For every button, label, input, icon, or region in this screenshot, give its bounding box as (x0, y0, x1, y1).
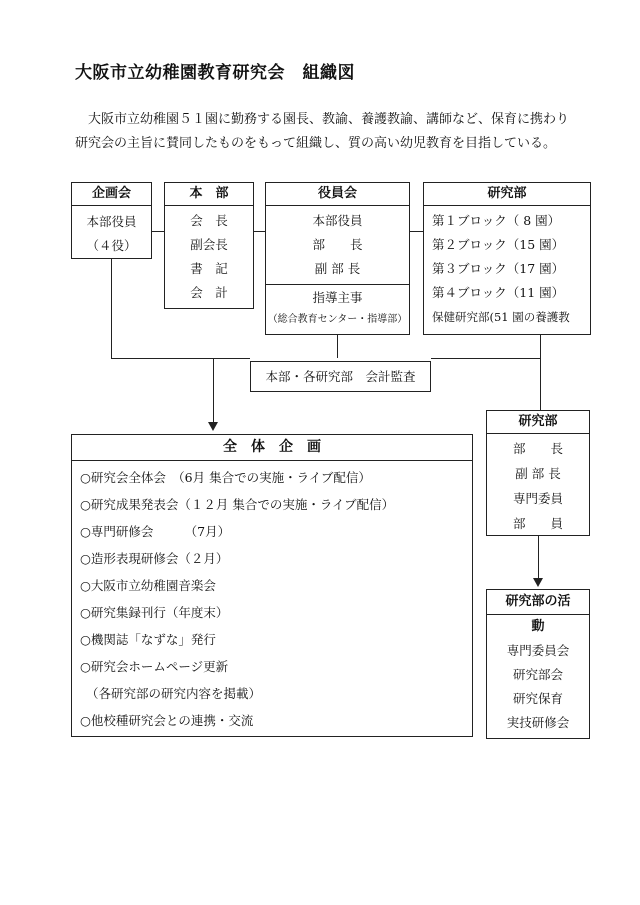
kenkyubu-role: 副 部 長 (515, 466, 561, 481)
connector-bottom-right (431, 358, 541, 359)
katsudo-item: 研究部会 (512, 667, 563, 682)
zentai-box (71, 434, 473, 737)
yakuinkai-line: 副 部 長 (314, 261, 361, 276)
kenkyubu-header: 研究部 (424, 183, 590, 206)
page-title: 大阪市立幼稚園教育研究会 組織図 (75, 63, 355, 83)
zentai-item: （各研究部の研究内容を掲載） (86, 686, 262, 701)
yakuinkai-divider (266, 284, 409, 285)
yakuinkai-sub-title: 指導主事 (312, 290, 363, 305)
zentai-item: ○専門研修会 （7月） (80, 524, 231, 539)
katsudo-item: 実技研修会 (506, 715, 570, 730)
connector-yakuin-down (337, 334, 338, 358)
kikakukai-line: 本部役員 (86, 214, 137, 229)
honbu-line: 書 記 (190, 261, 228, 276)
zentai-header: 全 体 企 画 (72, 435, 472, 461)
honbu-box (164, 182, 254, 309)
zentai-item: ○研究集録刊行（年度末） (80, 605, 229, 620)
kenkyubu-roles-box (486, 410, 590, 536)
zentai-item: ○研究会全体会 （6月 集合での実施・ライブ配信） (80, 470, 371, 485)
arrow-down-icon (208, 422, 218, 431)
kenkyubu-role: 部 長 (512, 441, 563, 456)
kikakukai-header: 企画会 (72, 183, 151, 206)
zentai-item: ○研究成果発表会（１２月 集合での実施・ライブ配信） (80, 497, 395, 512)
zentai-item: ○造形表現研修会（２月） (80, 551, 229, 566)
katsudo-header: 研究部の活 (487, 590, 589, 615)
yakuinkai-line: 本部役員 (312, 213, 363, 228)
connector-yakuin-kenkyu (409, 231, 424, 232)
kenkyubu-block: 保健研究部(51 園の養護教 (432, 310, 570, 324)
kenkyubu-block: 第３ブロック（17 園） (432, 261, 565, 276)
honbu-line: 副会長 (190, 237, 228, 252)
kikakukai-line: （４役） (86, 238, 137, 253)
katsudo-item: 研究保育 (512, 691, 563, 706)
zentai-item: ○機関誌「なずな」発行 (80, 632, 216, 647)
zentai-item: ○研究会ホームページ更新 (80, 659, 229, 674)
connector-kikaku-honbu (151, 231, 165, 232)
connector-to-zentai (213, 358, 214, 423)
yakuinkai-header: 役員会 (266, 183, 409, 206)
kenkyubu-role: 専門委員 (512, 491, 563, 506)
intro-text (75, 108, 595, 156)
kenkyubu-roles-header: 研究部 (487, 411, 589, 434)
intro-line-2: 研究会の主旨に賛同したものをもって組織し、質の高い幼児教育を目指している。 (75, 136, 557, 151)
kenkyubu-box (423, 182, 591, 335)
honbu-header: 本 部 (165, 183, 253, 206)
yakuinkai-box (265, 182, 410, 335)
kikakukai-box (71, 182, 152, 259)
zentai-item: ○他校種研究会との連携・交流 (80, 713, 254, 728)
zentai-item: ○大阪市立幼稚園音楽会 (80, 578, 216, 593)
connector-kenkyu-down (540, 334, 541, 410)
katsudo-item: 専門委員会 (506, 643, 570, 658)
honbu-line: 会 計 (190, 285, 228, 300)
yakuinkai-line: 部 長 (312, 237, 363, 252)
kenkyubu-block: 第１ブロック（ 8 園） (432, 213, 561, 228)
katsudo-header-cont: 動 (531, 619, 545, 634)
yakuinkai-sub-note: （総合教育センター・指導部） (267, 314, 408, 325)
katsudo-box (486, 589, 590, 739)
connector-kikaku-down (111, 258, 112, 358)
honbu-line: 会 長 (190, 213, 228, 228)
connector-to-katsudo (538, 535, 539, 579)
kenkyubu-block: 第２ブロック（15 園） (432, 237, 565, 252)
audit-box: 本部・各研究部 会計監査 (250, 361, 431, 392)
kenkyubu-block: 第４ブロック（11 園） (432, 285, 565, 300)
connector-bottom-left (111, 358, 250, 359)
arrow-down-icon (533, 578, 543, 587)
kenkyubu-role: 部 員 (512, 516, 563, 531)
intro-line-1: 大阪市立幼稚園５１園に勤務する園長、教諭、養護教諭、講師など、保育に携わり (88, 112, 570, 127)
